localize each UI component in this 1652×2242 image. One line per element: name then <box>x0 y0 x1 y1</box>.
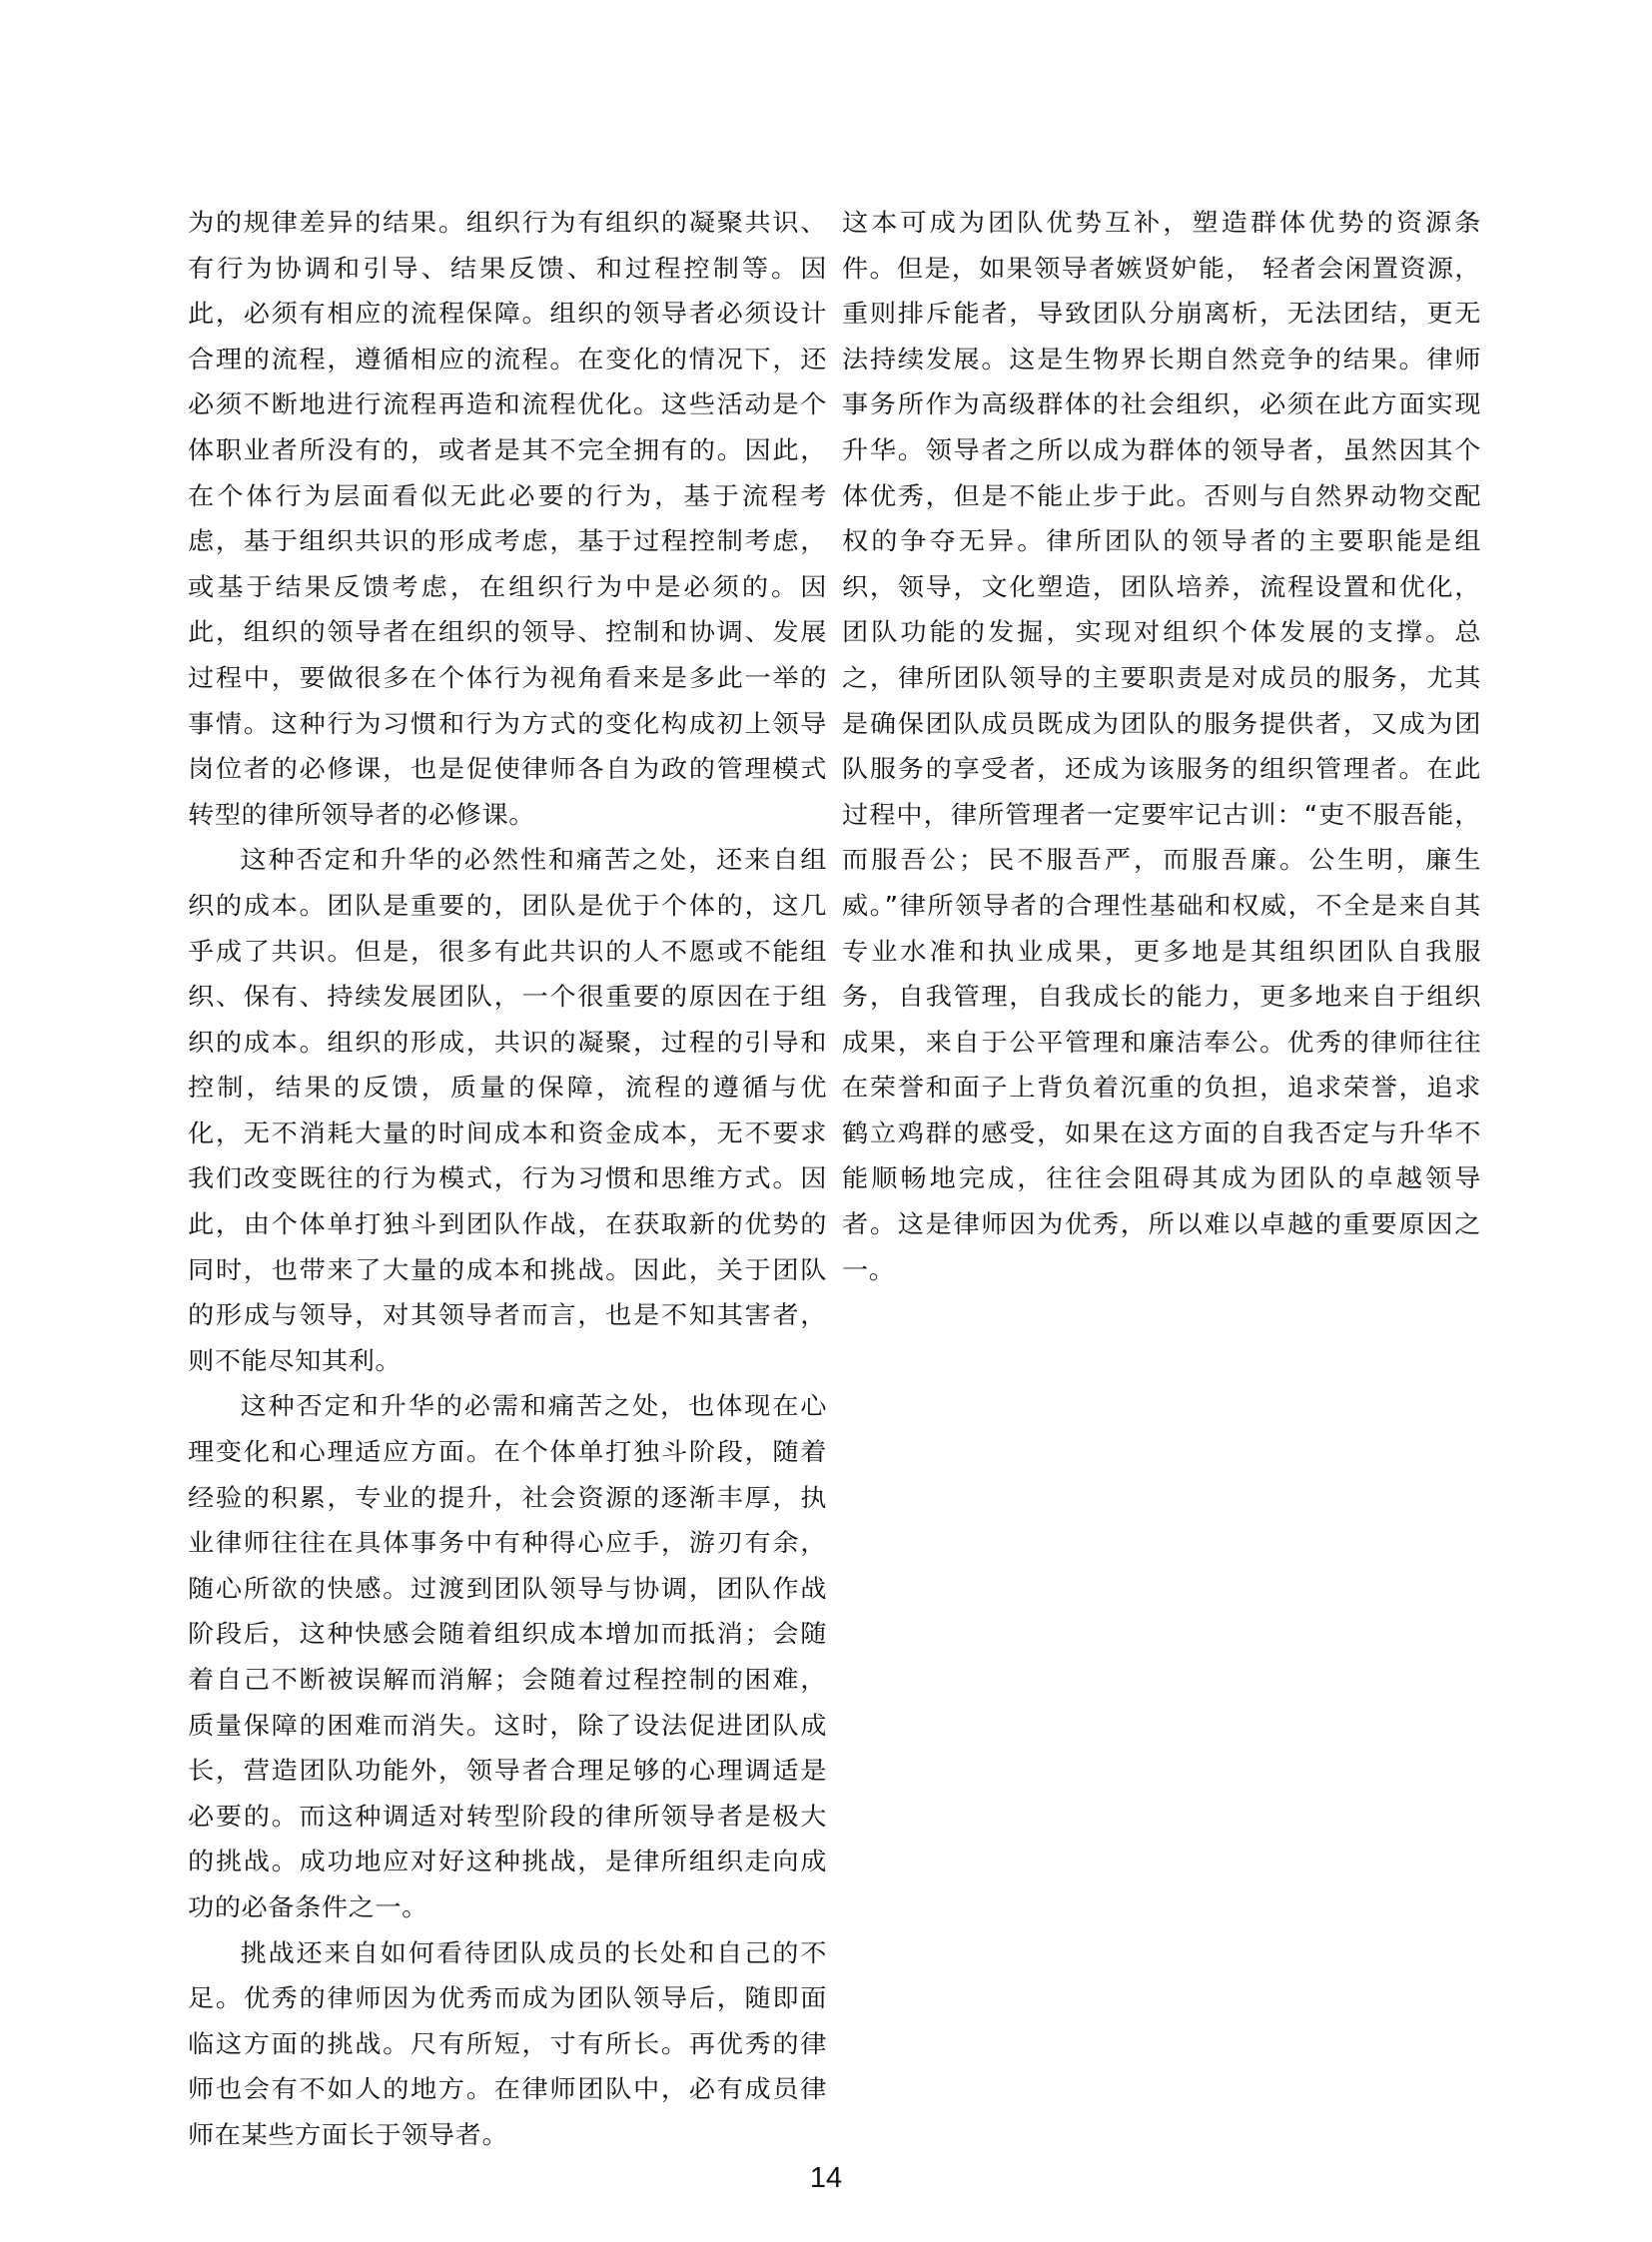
paragraph: 这本可成为团队优势互补，塑造群体优势的资源条件。但是，如果领导者嫉贤妒能， 轻者会闲置资源，重则排斥能者，导致团队分崩离析，无法团结，更无法持续发展。这是生物界长期自然竞争的结果。律师事务所作为高级群体的社会组织，必须在此方面实现升华。领导者之所以成为群体的领导者，虽然因其个体优秀，但是不能止步于此。否则与自然界动物交配权的争夺无异。律所团队的领导者的主要职能是组织，领导，文化塑造，团队培养，流程设置和优化，团队功能的发掘，实现对组织个体发展的支撑。总之，律所团队领导的主要职责是对成员的服务，尤其是确保团队成员既成为团队的服务提供者，又成为团队服务的享受者，还成为该服务的组织管理者。在此过程中，律所管理者一定要牢记古训：“吏不服吾能，而服吾公；民不服吾严，而服吾廉。公生明，廉生威。”律所领导者的合理性基础和权威，不全是来自其专业水准和执业成果，更多地是其组织团队自我服务，自我管理，自我成长的能力，更多地来自于组织成果，来自于公平管理和廉洁奉公。优秀的律师往往在荣誉和面子上背负着沉重的负担，追求荣誉，追求鹤立鸡群的感受，如果在这方面的自我否定与升华不能顺畅地完成，往往会阻碍其成为团队的卓越领导者。这是律师因为优秀，所以难以卓越的重要原因之一。 <box>842 208 1482 1284</box>
right-column <box>842 200 1481 1292</box>
right-column-text <box>842 200 1481 1292</box>
paragraph: 挑战还来自如何看待团队成员的长处和自己的不足。优秀的律师因为优秀而成为团队领导后，随即面临这方面的挑战。尺有所短，寸有所长。再优秀的律师也会有不如人的地方。在律师团队中，必有成员律师在某些方面长于领导者。 <box>188 1937 828 2149</box>
paragraph: 这种否定和升华的必然性和痛苦之处，还来自组织的成本。团队是重要的，团队是优于个体的，这几乎成了共识。但是，很多有此共识的人不愿或不能组织、保有、持续发展团队，一个很重要的原因在于组织的成本。组织的形成，共识的凝聚，过程的引导和控制，结果的反馈，质量的保障，流程的遵循与优化，无不消耗大量的时间成本和资金成本，无不要求我们改变既往的行为模式，行为习惯和思维方式。因此，由个体单打独斗到团队作战，在获取新的优势的同时，也带来了大量的成本和挑战。因此，关于团队的形成与领导，对其领导者而言，也是不知其害者，则不能尽知其利。 <box>188 845 828 1375</box>
left-column <box>188 200 827 2158</box>
page-number: 14 <box>809 2162 843 2194</box>
left-column-text <box>188 200 827 2158</box>
paragraph: 这种否定和升华的必需和痛苦之处，也体现在心理变化和心理适应方面。在个体单打独斗阶段，随着经验的积累，专业的提升，社会资源的逐渐丰厚，执业律师往往在具体事务中有种得心应手，游刃有余，随心所欲的快感。过渡到团队领导与协调，团队作战阶段后，这种快感会随着组织成本增加而抵消；会随着自己不断被误解而消解；会随着过程控制的困难，质量保障的困难而消失。这时，除了设法促进团队成长，营造团队功能外，领导者合理足够的心理调适是必要的。而这种调适对转型阶段的律所领导者是极大的挑战。成功地应对好这种挑战，是律所组织走向成功的必备条件之一。 <box>188 1391 828 1921</box>
paragraph: 为的规律差异的结果。组织行为有组织的凝聚共识、有行为协调和引导、结果反馈、和过程控制等。因此，必须有相应的流程保障。组织的领导者必须设计合理的流程，遵循相应的流程。在变化的情况下，还必须不断地进行流程再造和流程优化。这些活动是个体职业者所没有的，或者是其不完全拥有的。因此，在个体行为层面看似无此必要的行为，基于流程考虑，基于组织共识的形成考虑，基于过程控制考虑，或基于结果反馈考虑，在组织行为中是必须的。因此，组织的领导者在组织的领导、控制和协调、发展过程中，要做很多在个体行为视角看来是多此一举的事情。这种行为习惯和行为方式的变化构成初上领导岗位者的必修课，也是促使律师各自为政的管理模式转型的律所领导者的必修课。 <box>188 208 828 829</box>
